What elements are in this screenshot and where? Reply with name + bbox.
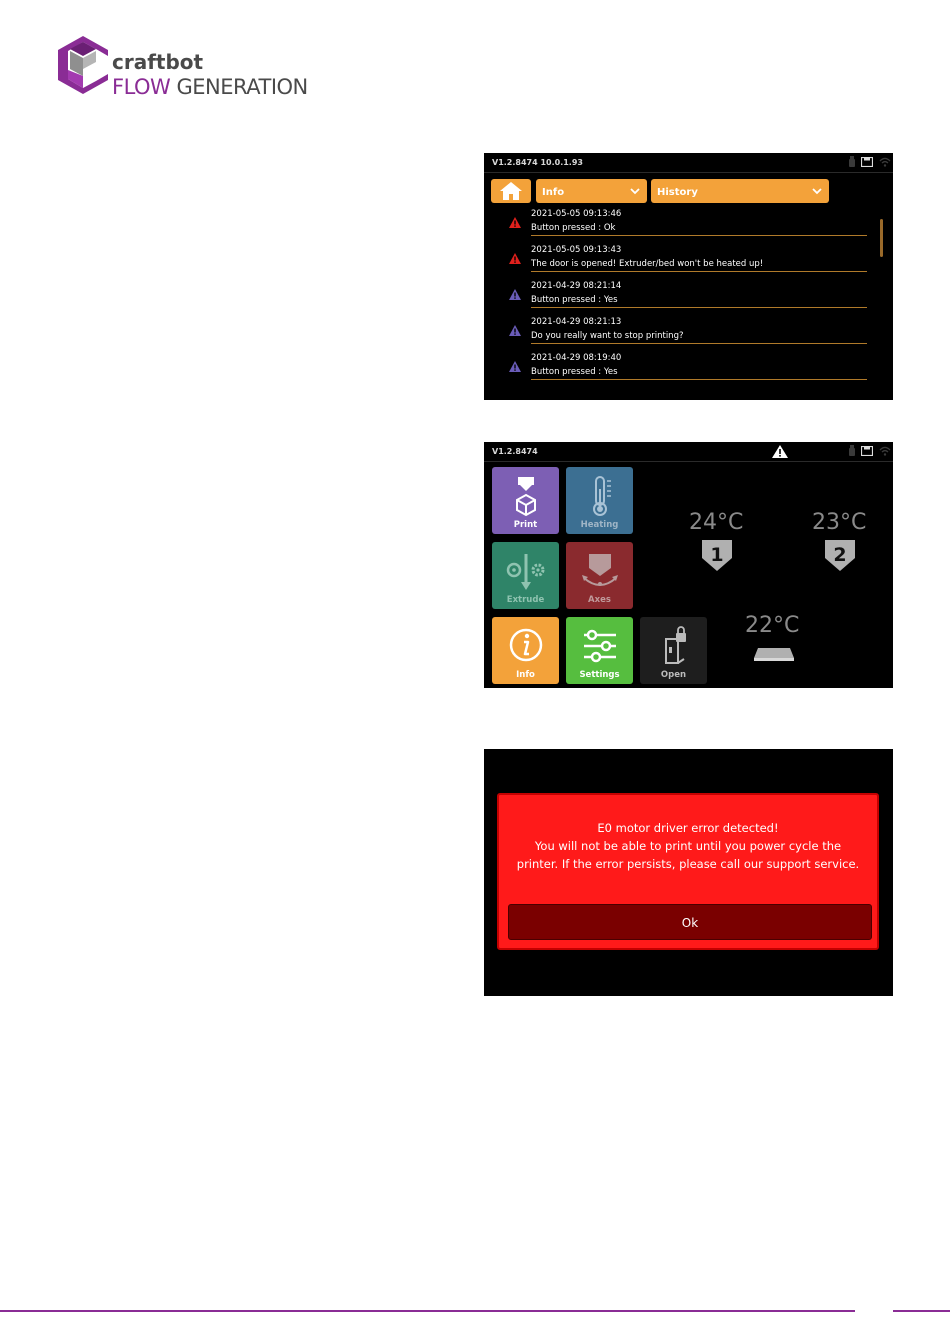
extruder1-temp: 24°C	[689, 510, 744, 535]
chevron-down-icon	[629, 185, 641, 197]
wifi-icon	[879, 157, 891, 167]
info-dropdown[interactable]	[536, 179, 647, 203]
sd-card-icon	[861, 157, 873, 167]
footer-rule-left	[0, 1310, 855, 1312]
history-row[interactable]	[484, 349, 893, 385]
brand-name: craftbot	[112, 50, 204, 74]
thermometer-icon	[580, 475, 620, 517]
extrude-icon	[506, 550, 546, 592]
history-timestamp: 2021-05-05 09:13:43	[531, 245, 622, 255]
row-divider	[531, 379, 867, 380]
home-icon	[500, 182, 522, 200]
extrude-label: Extrude	[506, 595, 545, 605]
bed-temp: 22°C	[745, 613, 800, 638]
history-timestamp: 2021-04-29 08:21:13	[531, 317, 622, 327]
info-icon	[506, 625, 546, 667]
main-menu-screen	[484, 442, 893, 688]
info-label: Info	[516, 670, 535, 680]
history-message: Button pressed : Yes	[531, 295, 618, 305]
row-divider	[531, 307, 867, 308]
error-message	[499, 819, 877, 873]
extruder1-badge-number: 1	[710, 544, 724, 566]
chevron-down-icon	[811, 185, 823, 197]
open-label: Open	[660, 670, 687, 680]
settings-label: Settings	[579, 670, 620, 680]
print-label: Print	[513, 520, 538, 530]
extruder1-badge	[700, 540, 734, 572]
error-title: E0 motor driver error detected!	[597, 821, 779, 835]
print-tile[interactable]	[492, 467, 559, 534]
axes-tile[interactable]	[566, 542, 633, 609]
ok-button[interactable]: Ok	[508, 904, 872, 940]
craftbot-logo	[56, 34, 316, 98]
row-divider	[531, 343, 867, 344]
info-dropdown-label: Info	[542, 187, 565, 198]
row-divider	[531, 235, 867, 236]
usb-icon	[849, 445, 855, 456]
history-message: Button pressed : Ok	[531, 223, 616, 233]
history-timestamp: 2021-04-29 08:19:40	[531, 353, 622, 363]
usb-icon	[849, 156, 855, 167]
history-row[interactable]	[484, 277, 893, 313]
door-lock-icon	[654, 625, 694, 667]
history-timestamp: 2021-04-29 08:21:14	[531, 281, 622, 291]
error-line-2: You will not be able to print until you power cycle the	[534, 839, 842, 853]
history-message: Do you really want to stop printing?	[531, 331, 684, 341]
error-line-3: printer. If the error persists, please call our support service.	[516, 857, 860, 871]
brand-tagline-rest: GENERATION	[170, 75, 308, 99]
wifi-icon	[879, 446, 891, 456]
version-label: V1.2.8474	[492, 447, 538, 456]
brand-tagline-highlight: FLOW	[112, 75, 171, 99]
warning-icon[interactable]	[772, 445, 788, 458]
warning-icon	[509, 253, 521, 264]
info-tile[interactable]	[492, 617, 559, 684]
history-row[interactable]	[484, 205, 893, 241]
brand-tagline	[112, 75, 308, 99]
settings-tile[interactable]	[566, 617, 633, 684]
axes-icon	[580, 550, 620, 592]
heating-label: Heating	[580, 520, 619, 530]
history-screen	[484, 153, 893, 400]
history-row[interactable]	[484, 313, 893, 349]
warning-icon	[509, 217, 521, 228]
status-bar	[484, 442, 893, 462]
warning-icon	[509, 325, 521, 336]
scrollbar[interactable]	[880, 219, 883, 257]
error-screen	[484, 749, 893, 996]
extrude-tile[interactable]	[492, 542, 559, 609]
history-dropdown[interactable]	[651, 179, 829, 203]
extruder2-badge	[823, 540, 857, 572]
open-door-tile[interactable]	[640, 617, 707, 684]
warning-icon	[509, 289, 521, 300]
sliders-icon	[580, 625, 620, 667]
extruder2-badge-number: 2	[833, 544, 847, 566]
version-label: V1.2.8474 10.0.1.93	[492, 158, 583, 167]
sd-card-icon	[861, 446, 873, 456]
axes-label: Axes	[588, 595, 611, 605]
footer-rule-right	[893, 1310, 950, 1312]
error-dialog	[497, 793, 879, 950]
bed-icon	[752, 646, 796, 662]
history-row[interactable]	[484, 241, 893, 277]
craftbot-logo-icon	[56, 34, 110, 96]
home-button[interactable]	[491, 179, 531, 203]
extruder2-temp: 23°C	[812, 510, 867, 535]
status-bar	[484, 153, 893, 173]
history-message: The door is opened! Extruder/bed won't be heated up!	[531, 259, 764, 269]
history-message: Button pressed : Yes	[531, 367, 618, 377]
print-icon	[506, 475, 546, 517]
heating-tile[interactable]	[566, 467, 633, 534]
row-divider	[531, 271, 867, 272]
warning-icon	[509, 361, 521, 372]
history-timestamp: 2021-05-05 09:13:46	[531, 209, 622, 219]
history-dropdown-label: History	[657, 187, 698, 198]
